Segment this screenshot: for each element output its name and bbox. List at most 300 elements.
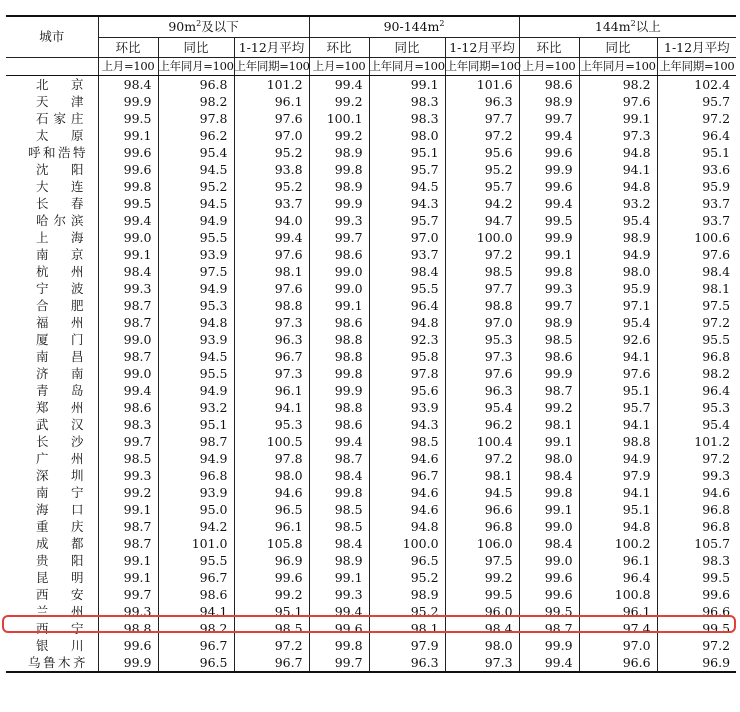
city-name: 呼和浩特: [28, 145, 86, 160]
city-name: 长 春: [36, 196, 84, 211]
index-value: 94.5: [369, 178, 445, 195]
index-value: 95.2: [369, 569, 445, 586]
index-value: 97.6: [234, 280, 309, 297]
index-value: 98.5: [519, 331, 579, 348]
index-value: 98.9: [579, 229, 657, 246]
city-column-header: 城市: [6, 16, 98, 58]
index-value: 95.0: [158, 501, 234, 518]
index-value: 96.3: [369, 654, 445, 672]
index-value: 98.9: [519, 314, 579, 331]
index-value: 97.7: [445, 280, 519, 297]
table-row: [6, 195, 736, 212]
index-value: 96.5: [234, 501, 309, 518]
index-value: 93.9: [158, 246, 234, 263]
index-value: 99.0: [309, 263, 369, 280]
index-value: 95.7: [369, 212, 445, 229]
index-value: 96.4: [579, 569, 657, 586]
index-value: 100.0: [369, 535, 445, 552]
index-value: 99.2: [234, 586, 309, 603]
city-name: 贵 阳: [36, 553, 84, 568]
index-value: 98.7: [98, 518, 158, 535]
index-value: 95.1: [158, 416, 234, 433]
index-value: 97.7: [445, 110, 519, 127]
index-value: 99.9: [98, 93, 158, 110]
index-value: 98.6: [309, 416, 369, 433]
index-value: 99.4: [519, 127, 579, 144]
index-value: 99.3: [98, 280, 158, 297]
index-value: 95.1: [234, 603, 309, 620]
index-value: 95.3: [445, 331, 519, 348]
index-value: 99.5: [519, 603, 579, 620]
table-row: [6, 331, 736, 348]
index-value: 99.8: [309, 365, 369, 382]
index-value: 96.2: [445, 416, 519, 433]
index-value: 99.1: [309, 569, 369, 586]
index-value: 97.0: [369, 229, 445, 246]
index-value: 96.8: [657, 501, 736, 518]
city-name: 郑 州: [36, 400, 84, 415]
index-value: 96.8: [445, 518, 519, 535]
index-value: 94.8: [579, 178, 657, 195]
city-name: 沈 阳: [36, 162, 84, 177]
index-value: 98.5: [369, 433, 445, 450]
index-value: 99.5: [519, 212, 579, 229]
index-value: 95.6: [369, 382, 445, 399]
index-value: 94.2: [158, 518, 234, 535]
index-value: 99.8: [309, 637, 369, 654]
index-value: 99.9: [519, 637, 579, 654]
index-value: 95.4: [579, 314, 657, 331]
table-row: [6, 382, 736, 399]
index-value: 99.3: [519, 280, 579, 297]
index-value: 95.7: [657, 93, 736, 110]
index-value: 99.7: [519, 297, 579, 314]
index-value: 99.7: [309, 229, 369, 246]
index-value: 96.8: [158, 467, 234, 484]
index-value: 93.7: [234, 195, 309, 212]
index-value: 98.7: [98, 314, 158, 331]
city-name: 兰 州: [36, 604, 84, 619]
city-name: 银 川: [36, 638, 84, 653]
base-label-prev-month: 上月=100: [98, 58, 158, 76]
index-value: 96.7: [234, 348, 309, 365]
base-label-same-period: 上年同期=100: [234, 58, 309, 76]
index-value: 99.3: [309, 586, 369, 603]
index-value: 94.6: [657, 484, 736, 501]
index-value: 93.2: [579, 195, 657, 212]
city-name: 昆 明: [36, 570, 84, 585]
index-value: 99.1: [579, 110, 657, 127]
index-value: 99.1: [369, 76, 445, 94]
index-value: 97.0: [445, 314, 519, 331]
table-row: [6, 450, 736, 467]
table-row: [6, 399, 736, 416]
index-value: 96.4: [657, 127, 736, 144]
index-value: 93.8: [234, 161, 309, 178]
index-value: 99.2: [519, 399, 579, 416]
index-value: 96.8: [657, 518, 736, 535]
index-value: 99.9: [98, 654, 158, 672]
index-value: 99.6: [657, 586, 736, 603]
index-value: 97.8: [158, 110, 234, 127]
index-value: 95.3: [657, 399, 736, 416]
table-row: [6, 416, 736, 433]
index-value: 94.7: [445, 212, 519, 229]
index-value: 97.8: [234, 450, 309, 467]
index-value: 99.3: [98, 603, 158, 620]
index-value: 95.1: [579, 501, 657, 518]
index-value: 97.5: [445, 552, 519, 569]
index-value: 99.4: [309, 433, 369, 450]
sub-header-mom: 环比: [309, 38, 369, 58]
index-value: 98.9: [519, 93, 579, 110]
index-value: 95.4: [445, 399, 519, 416]
index-value: 98.1: [657, 280, 736, 297]
index-value: 94.1: [158, 603, 234, 620]
table-row: [6, 484, 736, 501]
index-value: 98.0: [234, 467, 309, 484]
index-value: 94.9: [579, 450, 657, 467]
index-value: 99.0: [519, 552, 579, 569]
index-value: 95.4: [657, 416, 736, 433]
sub-header-yoy: 同比: [158, 38, 234, 58]
base-label-same-period: 上年同期=100: [657, 58, 736, 76]
index-value: 95.5: [158, 365, 234, 382]
index-value: 105.7: [657, 535, 736, 552]
index-value: 97.5: [657, 297, 736, 314]
index-value: 96.8: [657, 348, 736, 365]
index-value: 98.9: [309, 178, 369, 195]
city-name: 武 汉: [36, 417, 84, 432]
table-row: [6, 535, 736, 552]
index-value: 92.3: [369, 331, 445, 348]
index-value: 99.6: [519, 144, 579, 161]
index-value: 97.2: [657, 110, 736, 127]
index-value: 99.5: [657, 620, 736, 637]
city-name: 南 京: [36, 247, 84, 262]
city-name: 深 圳: [36, 468, 84, 483]
index-value: 97.3: [445, 348, 519, 365]
index-value: 99.0: [98, 331, 158, 348]
index-value: 99.8: [309, 484, 369, 501]
group-header-over-144: $144m^2$以上: [519, 16, 736, 38]
table-row: [6, 263, 736, 280]
index-value: 99.3: [309, 212, 369, 229]
index-value: 99.5: [98, 110, 158, 127]
index-value: 99.9: [519, 229, 579, 246]
index-value: 99.0: [98, 365, 158, 382]
index-value: 98.5: [309, 518, 369, 535]
index-value: 98.5: [98, 450, 158, 467]
index-value: 94.9: [158, 280, 234, 297]
table-row: [6, 603, 736, 620]
index-value: 96.3: [445, 382, 519, 399]
index-value: 97.2: [657, 314, 736, 331]
index-value: 94.8: [158, 314, 234, 331]
index-value: 97.2: [445, 127, 519, 144]
index-value: 100.1: [309, 110, 369, 127]
index-value: 99.9: [309, 195, 369, 212]
sub-header-avg: 1-12月平均: [657, 38, 736, 58]
index-value: 99.6: [519, 178, 579, 195]
city-name: 海 口: [36, 502, 84, 517]
index-value: 98.5: [234, 620, 309, 637]
index-value: 99.3: [657, 467, 736, 484]
table-row: [6, 501, 736, 518]
index-value: 97.6: [657, 246, 736, 263]
table-row: [6, 161, 736, 178]
index-value: 100.5: [234, 433, 309, 450]
index-value: 96.1: [234, 382, 309, 399]
index-value: 99.5: [657, 569, 736, 586]
index-value: 95.2: [445, 161, 519, 178]
city-name: 杭 州: [36, 264, 84, 279]
index-value: 99.1: [98, 246, 158, 263]
index-value: 98.2: [579, 76, 657, 94]
index-value: 99.6: [234, 569, 309, 586]
sub-header-mom: 环比: [519, 38, 579, 58]
index-value: 98.8: [579, 433, 657, 450]
index-value: 94.8: [579, 144, 657, 161]
index-value: 98.2: [657, 365, 736, 382]
index-value: 98.8: [309, 399, 369, 416]
index-value: 106.0: [445, 535, 519, 552]
index-value: 99.6: [519, 569, 579, 586]
index-value: 99.0: [309, 280, 369, 297]
index-value: 93.9: [158, 331, 234, 348]
index-value: 97.6: [445, 365, 519, 382]
index-value: 96.4: [369, 297, 445, 314]
index-value: 101.2: [234, 76, 309, 94]
table-row: [6, 348, 736, 365]
index-value: 99.5: [445, 586, 519, 603]
table-row: [6, 620, 736, 637]
index-value: 93.7: [657, 212, 736, 229]
table-row: [6, 314, 736, 331]
index-value: 94.8: [579, 518, 657, 535]
index-value: 99.4: [519, 654, 579, 672]
city-name: 西 宁: [36, 621, 84, 636]
index-value: 96.6: [579, 654, 657, 672]
city-name: 大 连: [36, 179, 84, 194]
index-value: 99.2: [445, 569, 519, 586]
index-value: 97.8: [369, 365, 445, 382]
index-value: 92.6: [579, 331, 657, 348]
index-value: 99.1: [98, 552, 158, 569]
table-row: [6, 365, 736, 382]
table-row: [6, 569, 736, 586]
index-value: 99.1: [519, 501, 579, 518]
index-value: 94.6: [369, 484, 445, 501]
index-value: 97.0: [579, 637, 657, 654]
index-value: 99.1: [309, 297, 369, 314]
index-value: 96.6: [657, 603, 736, 620]
table-row: [6, 654, 736, 672]
index-value: 99.9: [519, 161, 579, 178]
index-value: 98.3: [657, 552, 736, 569]
index-value: 99.7: [98, 433, 158, 450]
city-name: 天 津: [36, 94, 84, 109]
index-value: 96.3: [445, 93, 519, 110]
index-value: 96.9: [234, 552, 309, 569]
index-value: 99.1: [98, 569, 158, 586]
index-value: 97.5: [158, 263, 234, 280]
index-value: 99.9: [309, 382, 369, 399]
base-label-same-month: 上年同月=100: [579, 58, 657, 76]
table-row: [6, 467, 736, 484]
index-value: 95.5: [158, 552, 234, 569]
index-value: 99.1: [519, 433, 579, 450]
city-name: 西 安: [36, 587, 84, 602]
index-value: 96.7: [369, 467, 445, 484]
index-value: 94.9: [158, 212, 234, 229]
index-value: 98.7: [519, 620, 579, 637]
index-value: 99.1: [98, 501, 158, 518]
index-value: 94.6: [369, 450, 445, 467]
index-value: 96.7: [158, 637, 234, 654]
index-value: 98.0: [369, 127, 445, 144]
index-value: 98.4: [445, 620, 519, 637]
table-row: [6, 212, 736, 229]
index-value: 96.6: [445, 501, 519, 518]
index-value: 99.4: [309, 76, 369, 94]
index-value: 95.1: [657, 144, 736, 161]
index-value: 98.4: [98, 263, 158, 280]
index-value: 98.3: [369, 110, 445, 127]
index-value: 94.8: [369, 314, 445, 331]
base-label-same-month: 上年同月=100: [158, 58, 234, 76]
index-value: 96.5: [369, 552, 445, 569]
index-value: 93.9: [158, 484, 234, 501]
index-value: 96.9: [657, 654, 736, 672]
index-value: 98.7: [309, 450, 369, 467]
index-value: 97.3: [234, 314, 309, 331]
index-value: 95.2: [369, 603, 445, 620]
table-row: [6, 433, 736, 450]
index-value: 97.4: [579, 620, 657, 637]
table-row: [6, 76, 736, 94]
index-value: 98.8: [309, 331, 369, 348]
table-row: [6, 552, 736, 569]
index-value: 96.1: [579, 552, 657, 569]
index-value: 97.9: [579, 467, 657, 484]
index-value: 97.9: [369, 637, 445, 654]
base-label-prev-month: 上月=100: [309, 58, 369, 76]
sub-header-avg: 1-12月平均: [234, 38, 309, 58]
city-name: 哈尔滨: [36, 213, 84, 228]
table-row: [6, 246, 736, 263]
index-value: 99.4: [98, 212, 158, 229]
index-value: 97.6: [234, 110, 309, 127]
index-value: 94.1: [234, 399, 309, 416]
index-value: 98.4: [657, 263, 736, 280]
index-value: 94.9: [158, 450, 234, 467]
index-value: 93.7: [657, 195, 736, 212]
city-name: 石家庄: [36, 111, 84, 126]
index-value: 98.4: [98, 76, 158, 94]
index-value: 94.9: [579, 246, 657, 263]
index-value: 95.2: [234, 178, 309, 195]
table-row: [6, 144, 736, 161]
table-row: [6, 637, 736, 654]
table-row: [6, 127, 736, 144]
index-value: 98.3: [98, 416, 158, 433]
index-value: 96.4: [657, 382, 736, 399]
index-value: 105.8: [234, 535, 309, 552]
index-value: 94.1: [579, 416, 657, 433]
index-value: 98.0: [445, 637, 519, 654]
index-value: 99.8: [98, 178, 158, 195]
index-value: 98.6: [309, 246, 369, 263]
index-value: 98.4: [519, 535, 579, 552]
index-value: 97.2: [445, 246, 519, 263]
index-value: 99.6: [309, 620, 369, 637]
index-value: 99.7: [309, 654, 369, 672]
index-value: 97.2: [445, 450, 519, 467]
index-value: 96.1: [234, 518, 309, 535]
index-value: 98.0: [579, 263, 657, 280]
index-value: 99.6: [98, 637, 158, 654]
index-value: 98.7: [98, 535, 158, 552]
index-value: 99.8: [309, 161, 369, 178]
index-value: 95.7: [445, 178, 519, 195]
city-name: 济 南: [36, 366, 84, 381]
table-body: [6, 76, 736, 673]
index-value: 94.3: [369, 195, 445, 212]
index-value: 98.7: [158, 433, 234, 450]
index-value: 99.4: [98, 382, 158, 399]
index-value: 98.7: [98, 297, 158, 314]
group-header-90-144: $90-144m^2$: [309, 16, 519, 38]
city-name: 太 原: [36, 128, 84, 143]
index-value: 97.3: [579, 127, 657, 144]
index-value: 97.2: [657, 637, 736, 654]
index-value: 101.6: [445, 76, 519, 94]
index-value: 97.1: [579, 297, 657, 314]
index-value: 99.9: [519, 365, 579, 382]
index-value: 98.6: [519, 76, 579, 94]
price-index-table-container: [6, 15, 736, 673]
city-name: 广 州: [36, 451, 84, 466]
price-index-table: [6, 15, 736, 673]
index-value: 94.5: [445, 484, 519, 501]
city-name: 长 沙: [36, 434, 84, 449]
index-value: 99.6: [98, 161, 158, 178]
index-value: 99.0: [519, 518, 579, 535]
index-value: 99.6: [98, 144, 158, 161]
index-value: 98.5: [309, 501, 369, 518]
index-value: 99.3: [98, 467, 158, 484]
index-value: 98.9: [309, 144, 369, 161]
index-value: 98.0: [519, 450, 579, 467]
index-value: 97.6: [579, 365, 657, 382]
index-value: 100.8: [579, 586, 657, 603]
index-value: 94.5: [158, 348, 234, 365]
index-value: 96.7: [158, 569, 234, 586]
sub-header-yoy: 同比: [369, 38, 445, 58]
index-value: 94.8: [369, 518, 445, 535]
base-label-prev-month: 上月=100: [519, 58, 579, 76]
index-value: 99.5: [98, 195, 158, 212]
index-value: 95.3: [234, 416, 309, 433]
index-value: 100.0: [445, 229, 519, 246]
index-value: 99.4: [234, 229, 309, 246]
index-value: 96.3: [234, 331, 309, 348]
index-value: 98.8: [309, 348, 369, 365]
index-value: 93.2: [158, 399, 234, 416]
index-value: 98.4: [369, 263, 445, 280]
index-value: 98.7: [519, 382, 579, 399]
